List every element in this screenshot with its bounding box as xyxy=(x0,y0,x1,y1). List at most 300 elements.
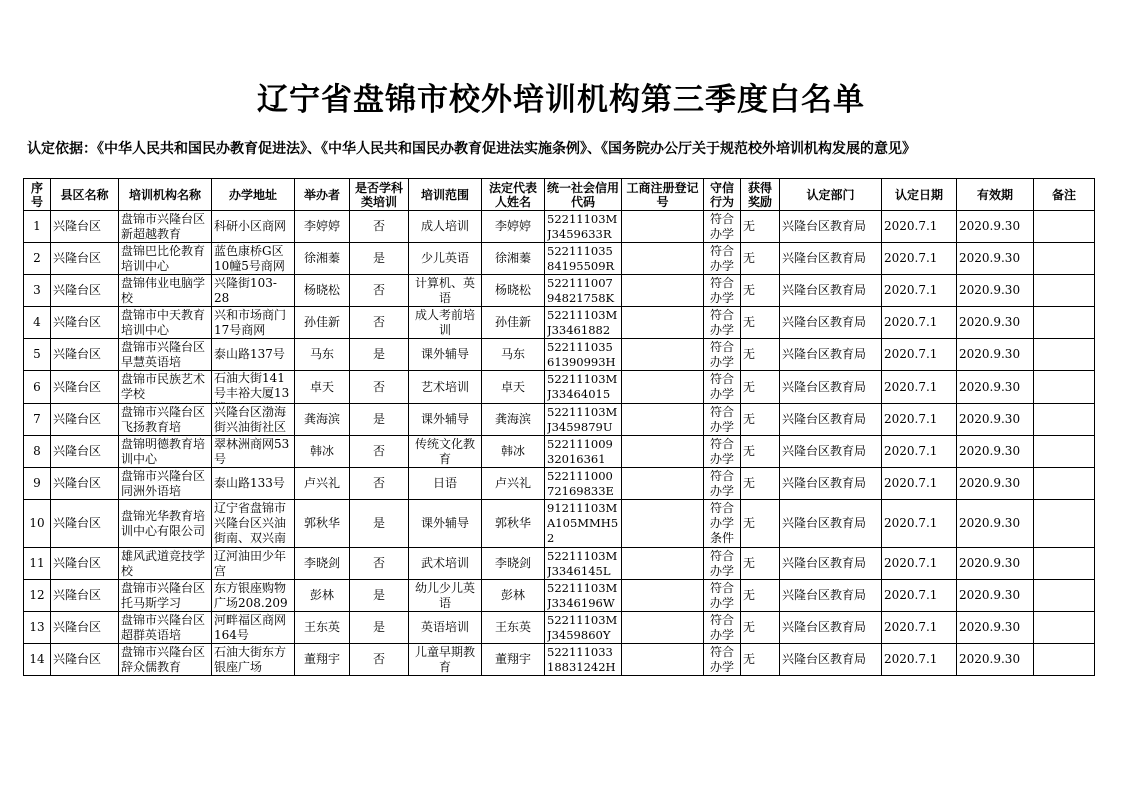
award-status: 无 xyxy=(743,412,756,426)
legal-representative: 杨晓松 xyxy=(494,283,531,297)
subject-training-flag: 是 xyxy=(372,588,385,602)
legal-representative: 王东英 xyxy=(494,620,531,634)
row-number: 8 xyxy=(33,444,41,458)
table-row xyxy=(24,500,1095,548)
registration-number-cell xyxy=(622,404,704,436)
certifying-department-cell xyxy=(780,580,882,612)
award-status: 无 xyxy=(743,219,756,233)
subject-training-flag: 否 xyxy=(372,652,385,666)
valid-until: 2020.9.30 xyxy=(959,315,1021,329)
valid-until: 2020.9.30 xyxy=(959,379,1021,394)
institution-name-cell xyxy=(119,548,212,580)
conduct-status: 符合办学 xyxy=(709,243,734,273)
credit-code: 52211103MJ33464015 xyxy=(547,372,618,401)
subject-training-flag-cell xyxy=(350,468,409,500)
sponsor-name-cell xyxy=(295,612,350,644)
conduct-status: 符合办学 xyxy=(709,275,734,305)
certification-date: 2020.7.1 xyxy=(884,315,938,329)
certifying-department-cell xyxy=(780,211,882,243)
valid-until: 2020.9.30 xyxy=(959,620,1021,634)
row-number: 14 xyxy=(29,652,45,666)
county-name: 兴隆台区 xyxy=(53,379,102,394)
credit-code-cell xyxy=(545,548,622,580)
certification-date-cell xyxy=(882,436,957,468)
sponsor-name: 卢兴礼 xyxy=(303,476,340,490)
table-row xyxy=(24,275,1095,307)
subject-training-flag: 是 xyxy=(372,412,385,426)
sponsor-name-cell xyxy=(295,243,350,275)
legal-representative-cell xyxy=(482,612,545,644)
training-scope-cell xyxy=(409,243,482,275)
training-scope: 传统文化教育 xyxy=(414,436,475,466)
remark-cell xyxy=(1034,436,1095,468)
certifying-department: 兴隆台区教育局 xyxy=(782,315,867,329)
subject-training-flag: 否 xyxy=(372,283,385,297)
certification-date-cell xyxy=(882,243,957,275)
valid-until-cell xyxy=(957,468,1034,500)
legal-representative: 郭秋华 xyxy=(494,516,531,530)
conduct-status-cell xyxy=(704,404,741,436)
row-number: 5 xyxy=(33,347,41,361)
subject-training-flag-cell xyxy=(350,371,409,404)
legal-representative-cell xyxy=(482,580,545,612)
certifying-department-cell xyxy=(780,500,882,548)
conduct-status-cell xyxy=(704,243,741,275)
sponsor-name-cell xyxy=(295,580,350,612)
sponsor-name: 杨晓松 xyxy=(303,283,340,297)
award-status: 无 xyxy=(743,283,756,297)
column-header: 培训机构名称 xyxy=(119,179,212,211)
conduct-status: 符合办学 xyxy=(709,211,734,241)
sponsor-name: 李婷婷 xyxy=(303,219,340,233)
column-header: 培训范围 xyxy=(409,179,482,211)
remark-cell xyxy=(1034,339,1095,371)
table-row xyxy=(24,436,1095,468)
valid-until: 2020.9.30 xyxy=(959,476,1021,490)
column-header: 序号 xyxy=(24,179,51,211)
valid-until-cell xyxy=(957,612,1034,644)
school-address: 辽宁省盘锦市兴隆台区兴油街南、双兴南 xyxy=(214,501,287,545)
certification-date: 2020.7.1 xyxy=(884,556,938,570)
row-number-cell xyxy=(24,275,51,307)
sponsor-name-cell xyxy=(295,548,350,580)
training-scope: 幼儿少儿英语 xyxy=(414,580,475,610)
award-status: 无 xyxy=(743,516,756,530)
credit-code-cell xyxy=(545,404,622,436)
subject-training-flag: 否 xyxy=(372,219,385,233)
valid-until: 2020.9.30 xyxy=(959,444,1021,458)
legal-representative: 董翔宇 xyxy=(494,652,531,666)
certifying-department: 兴隆台区教育局 xyxy=(782,379,867,394)
certification-date: 2020.7.1 xyxy=(884,412,938,426)
award-status-cell xyxy=(741,644,780,676)
column-header: 办学地址 xyxy=(212,179,295,211)
sponsor-name: 马东 xyxy=(309,347,334,361)
certification-date-cell xyxy=(882,468,957,500)
county-name-cell xyxy=(51,339,119,371)
subject-training-flag: 否 xyxy=(372,556,385,570)
certification-date: 2020.7.1 xyxy=(884,283,938,297)
certifying-department-cell xyxy=(780,436,882,468)
sponsor-name: 孙佳新 xyxy=(303,315,340,329)
training-scope-cell xyxy=(409,612,482,644)
award-status-cell xyxy=(741,275,780,307)
row-number: 13 xyxy=(29,620,45,634)
training-scope-cell xyxy=(409,404,482,436)
training-scope-cell xyxy=(409,644,482,676)
institution-name: 盘锦市兴隆台区新超越教育 xyxy=(121,211,206,241)
column-header: 获得奖励 xyxy=(741,179,780,211)
remark-cell xyxy=(1034,307,1095,339)
credit-code: 52211103MJ3459860Y xyxy=(547,612,618,642)
institution-name: 盘锦市兴隆台区早慧英语培 xyxy=(121,339,206,369)
county-name: 兴隆台区 xyxy=(53,412,102,426)
subject-training-flag-cell xyxy=(350,644,409,676)
remark-cell xyxy=(1034,371,1095,404)
certifying-department-cell xyxy=(780,548,882,580)
valid-until-cell xyxy=(957,371,1034,404)
certification-date: 2020.7.1 xyxy=(884,251,938,265)
training-scope: 课外辅导 xyxy=(420,412,469,426)
institution-name: 盘锦市兴隆台区托马斯学习 xyxy=(121,580,206,610)
school-address-cell xyxy=(212,307,295,339)
conduct-status-cell xyxy=(704,468,741,500)
conduct-status-cell xyxy=(704,371,741,404)
table-header-row xyxy=(24,179,1095,211)
credit-code: 52211103561390993H xyxy=(547,339,616,369)
school-address: 兴隆街103-28 xyxy=(214,275,277,305)
county-name-cell xyxy=(51,243,119,275)
sponsor-name-cell xyxy=(295,307,350,339)
school-address: 兴隆台区渤海街兴油街社区 xyxy=(214,404,287,434)
table-row xyxy=(24,548,1095,580)
sponsor-name: 郭秋华 xyxy=(303,516,340,530)
legal-representative-cell xyxy=(482,404,545,436)
school-address-cell xyxy=(212,339,295,371)
training-scope-cell xyxy=(409,371,482,404)
institution-name-cell xyxy=(119,404,212,436)
sponsor-name-cell xyxy=(295,339,350,371)
certification-date: 2020.7.1 xyxy=(884,652,938,666)
certifying-department-cell xyxy=(780,243,882,275)
column-header: 守信行为 xyxy=(704,179,741,211)
school-address: 河畔福区商网164号 xyxy=(214,612,287,642)
legal-representative: 孙佳新 xyxy=(494,315,531,329)
legal-representative: 卢兴礼 xyxy=(494,476,531,490)
school-address: 蓝色康桥G区10幢5号商网 xyxy=(214,243,285,273)
school-address-cell xyxy=(212,468,295,500)
sponsor-name-cell xyxy=(295,468,350,500)
institution-name-cell xyxy=(119,500,212,548)
county-name: 兴隆台区 xyxy=(53,620,102,634)
table-body xyxy=(24,211,1095,676)
sponsor-name-cell xyxy=(295,275,350,307)
training-scope: 艺术培训 xyxy=(420,379,469,394)
column-header: 备注 xyxy=(1034,179,1095,211)
subject-training-flag-cell xyxy=(350,307,409,339)
row-number: 9 xyxy=(33,476,41,490)
certification-date-cell xyxy=(882,307,957,339)
award-status: 无 xyxy=(743,444,756,458)
credit-code: 52211103MJ3346145L xyxy=(547,548,618,578)
school-address: 东方银座购物广场208.209 xyxy=(214,580,288,610)
institution-name: 盘锦市民族艺术学校 xyxy=(121,372,206,401)
registration-number-cell xyxy=(622,468,704,500)
credit-code-cell xyxy=(545,436,622,468)
certification-date: 2020.7.1 xyxy=(884,476,938,490)
award-status: 无 xyxy=(743,556,756,570)
institution-name-cell xyxy=(119,644,212,676)
legal-representative: 彭林 xyxy=(500,588,525,602)
conduct-status-cell xyxy=(704,612,741,644)
legal-representative-cell xyxy=(482,243,545,275)
award-status-cell xyxy=(741,211,780,243)
credit-code: 52211100072169833E xyxy=(547,468,614,498)
legal-representative: 韩冰 xyxy=(500,444,525,458)
column-header: 举办者 xyxy=(295,179,350,211)
institution-name-cell xyxy=(119,371,212,404)
training-scope-cell xyxy=(409,468,482,500)
legal-representative: 李婷婷 xyxy=(494,219,531,233)
registration-number-cell xyxy=(622,612,704,644)
legal-representative-cell xyxy=(482,275,545,307)
certification-date: 2020.7.1 xyxy=(884,379,938,394)
valid-until-cell xyxy=(957,500,1034,548)
valid-until-cell xyxy=(957,644,1034,676)
credit-code-cell xyxy=(545,339,622,371)
sponsor-name-cell xyxy=(295,500,350,548)
conduct-status: 符合办学 xyxy=(709,404,734,434)
subject-training-flag-cell xyxy=(350,580,409,612)
training-scope-cell xyxy=(409,275,482,307)
legal-representative-cell xyxy=(482,307,545,339)
award-status: 无 xyxy=(743,347,756,361)
sponsor-name-cell xyxy=(295,644,350,676)
institution-name: 雄风武道竞技学校 xyxy=(121,548,206,578)
county-name: 兴隆台区 xyxy=(53,652,102,666)
school-address-cell xyxy=(212,211,295,243)
remark-cell xyxy=(1034,468,1095,500)
county-name-cell xyxy=(51,548,119,580)
institution-name-cell xyxy=(119,436,212,468)
remark-cell xyxy=(1034,275,1095,307)
valid-until: 2020.9.30 xyxy=(959,556,1021,570)
county-name: 兴隆台区 xyxy=(53,219,102,233)
school-address: 辽河油田少年宫 xyxy=(214,548,287,578)
school-address: 科研小区商网 xyxy=(214,219,287,233)
county-name: 兴隆台区 xyxy=(53,588,102,602)
county-name-cell xyxy=(51,612,119,644)
conduct-status: 符合办学条件 xyxy=(709,501,734,545)
sponsor-name-cell xyxy=(295,436,350,468)
credit-code: 52211103MJ3346196W xyxy=(547,580,618,610)
certification-date-cell xyxy=(882,548,957,580)
subject-training-flag: 否 xyxy=(372,444,385,458)
registration-number-cell xyxy=(622,243,704,275)
remark-cell xyxy=(1034,243,1095,275)
subject-training-flag-cell xyxy=(350,404,409,436)
registration-number-cell xyxy=(622,339,704,371)
column-header: 统一社会信用代码 xyxy=(545,179,622,211)
school-address: 兴和市场商门17号商网 xyxy=(214,307,287,337)
certification-date: 2020.7.1 xyxy=(884,620,938,634)
certification-date: 2020.7.1 xyxy=(884,588,938,602)
certification-date-cell xyxy=(882,211,957,243)
row-number-cell xyxy=(24,371,51,404)
award-status-cell xyxy=(741,307,780,339)
sponsor-name: 韩冰 xyxy=(309,444,334,458)
registration-number-cell xyxy=(622,580,704,612)
legal-representative-cell xyxy=(482,644,545,676)
sponsor-name: 王东英 xyxy=(303,620,340,634)
row-number-cell xyxy=(24,612,51,644)
county-name-cell xyxy=(51,436,119,468)
county-name: 兴隆台区 xyxy=(53,476,102,490)
conduct-status-cell xyxy=(704,580,741,612)
institution-name-cell xyxy=(119,275,212,307)
sponsor-name: 龚海滨 xyxy=(303,412,340,426)
table-row xyxy=(24,404,1095,436)
legal-representative: 卓天 xyxy=(500,379,525,394)
certifying-department: 兴隆台区教育局 xyxy=(782,283,867,297)
conduct-status: 符合办学 xyxy=(709,644,734,674)
training-scope: 日语 xyxy=(432,476,457,490)
conduct-status: 符合办学 xyxy=(709,612,734,642)
credit-code-cell xyxy=(545,211,622,243)
row-number-cell xyxy=(24,243,51,275)
row-number: 2 xyxy=(33,251,41,265)
remark-cell xyxy=(1034,612,1095,644)
row-number-cell xyxy=(24,468,51,500)
training-scope-cell xyxy=(409,307,482,339)
certification-date-cell xyxy=(882,404,957,436)
legal-representative-cell xyxy=(482,468,545,500)
certification-date-cell xyxy=(882,339,957,371)
table-row xyxy=(24,211,1095,243)
award-status-cell xyxy=(741,500,780,548)
credit-code-cell xyxy=(545,275,622,307)
award-status-cell xyxy=(741,404,780,436)
county-name-cell xyxy=(51,404,119,436)
certification-date-cell xyxy=(882,644,957,676)
certification-date: 2020.7.1 xyxy=(884,444,938,458)
award-status: 无 xyxy=(743,379,756,394)
table-row xyxy=(24,243,1095,275)
institution-name: 盘锦巴比伦教育培训中心 xyxy=(121,243,206,273)
row-number-cell xyxy=(24,548,51,580)
conduct-status-cell xyxy=(704,339,741,371)
legal-representative-cell xyxy=(482,371,545,404)
conduct-status-cell xyxy=(704,500,741,548)
county-name-cell xyxy=(51,307,119,339)
subject-training-flag: 是 xyxy=(372,251,385,265)
training-scope: 课外辅导 xyxy=(420,516,469,530)
credit-code: 52211103MJ3459633R xyxy=(547,211,618,241)
certifying-department-cell xyxy=(780,307,882,339)
column-header: 是否学科类培训 xyxy=(350,179,409,211)
county-name-cell xyxy=(51,211,119,243)
legal-representative: 李晓剑 xyxy=(494,556,531,570)
certifying-department-cell xyxy=(780,339,882,371)
valid-until-cell xyxy=(957,275,1034,307)
award-status-cell xyxy=(741,371,780,404)
credit-code-cell xyxy=(545,243,622,275)
valid-until-cell xyxy=(957,436,1034,468)
subject-training-flag-cell xyxy=(350,275,409,307)
training-scope-cell xyxy=(409,339,482,371)
institution-name: 盘锦市兴隆台区飞扬教育培 xyxy=(121,404,206,434)
certification-date-cell xyxy=(882,580,957,612)
credit-code-cell xyxy=(545,371,622,404)
award-status: 无 xyxy=(743,251,756,265)
subject-training-flag-cell xyxy=(350,612,409,644)
county-name-cell xyxy=(51,371,119,404)
institution-name: 盘锦市中天教育培训中心 xyxy=(121,307,206,337)
conduct-status-cell xyxy=(704,275,741,307)
valid-until-cell xyxy=(957,307,1034,339)
training-scope: 少儿英语 xyxy=(420,251,469,265)
row-number: 11 xyxy=(29,556,45,570)
certifying-department: 兴隆台区教育局 xyxy=(782,620,867,634)
school-address: 泰山路133号 xyxy=(214,476,285,490)
certification-date-cell xyxy=(882,371,957,404)
subject-training-flag: 是 xyxy=(372,620,385,634)
county-name: 兴隆台区 xyxy=(53,283,102,297)
award-status: 无 xyxy=(743,588,756,602)
conduct-status-cell xyxy=(704,211,741,243)
valid-until: 2020.9.30 xyxy=(959,652,1021,666)
valid-until-cell xyxy=(957,580,1034,612)
remark-cell xyxy=(1034,548,1095,580)
table-row xyxy=(24,468,1095,500)
table-row xyxy=(24,307,1095,339)
row-number: 4 xyxy=(33,315,41,329)
row-number: 6 xyxy=(33,379,41,394)
sponsor-name-cell xyxy=(295,404,350,436)
document-title: 辽宁省盘锦市校外培训机构第三季度白名单 xyxy=(257,82,865,118)
subject-training-flag-cell xyxy=(350,339,409,371)
school-address-cell xyxy=(212,500,295,548)
row-number: 1 xyxy=(33,219,41,233)
institution-name: 盘锦市兴隆台区同洲外语培 xyxy=(121,468,206,498)
subject-training-flag: 否 xyxy=(372,476,385,490)
institution-name-cell xyxy=(119,468,212,500)
county-name: 兴隆台区 xyxy=(53,556,102,570)
award-status-cell xyxy=(741,548,780,580)
valid-until: 2020.9.30 xyxy=(959,516,1021,530)
remark-cell xyxy=(1034,580,1095,612)
training-scope: 成人考前培训 xyxy=(414,307,475,337)
award-status-cell xyxy=(741,612,780,644)
institution-name-cell xyxy=(119,580,212,612)
award-status-cell xyxy=(741,580,780,612)
certification-date-cell xyxy=(882,612,957,644)
valid-until: 2020.9.30 xyxy=(959,251,1021,265)
sponsor-name: 卓天 xyxy=(309,379,334,394)
legal-representative: 马东 xyxy=(500,347,525,361)
credit-code-cell xyxy=(545,644,622,676)
certification-date: 2020.7.1 xyxy=(884,219,938,233)
column-header: 认定日期 xyxy=(882,179,957,211)
conduct-status: 符合办学 xyxy=(709,372,734,401)
conduct-status-cell xyxy=(704,307,741,339)
school-address-cell xyxy=(212,436,295,468)
school-address-cell xyxy=(212,548,295,580)
sponsor-name-cell xyxy=(295,371,350,404)
conduct-status: 符合办学 xyxy=(709,580,734,610)
credit-code-cell xyxy=(545,580,622,612)
column-header: 工商注册登记号 xyxy=(622,179,704,211)
